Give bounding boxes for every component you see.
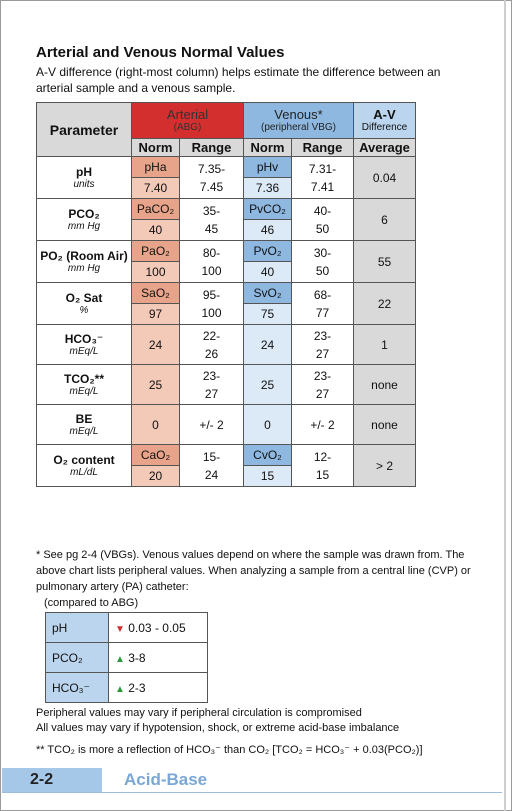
- page-side-rule: [504, 0, 506, 811]
- venous-range: 40- 50: [292, 199, 354, 241]
- venous-label: pHv: [244, 157, 292, 178]
- up-arrow-icon: ▲: [115, 683, 125, 695]
- arterial-label: CaO₂: [132, 445, 180, 466]
- arterial-title: Arterial: [166, 106, 209, 122]
- note-peripheral: Peripheral values may vary if peripheral circulation is compromised: [36, 707, 362, 719]
- arterial-norm-header: Norm: [132, 139, 180, 157]
- legend-key: HCO₃⁻: [46, 673, 109, 703]
- legend-key: pH: [46, 613, 109, 643]
- venous-footnote: [36, 547, 476, 611]
- arterial-norm: 100: [132, 262, 180, 283]
- arterial-range: 80- 100: [180, 241, 244, 283]
- section-title: Acid-Base: [124, 770, 208, 789]
- arterial-range: 15- 24: [180, 445, 244, 487]
- arterial-norm: 20: [132, 466, 180, 487]
- arterial-label: PaCO₂: [132, 199, 180, 220]
- arterial-header: [132, 103, 244, 139]
- intro-text: A-V difference (right-most column) helps estimate the difference between an arterial sample and a venous sample.: [36, 65, 441, 95]
- arterial-norm: 40: [132, 220, 180, 241]
- param-name: TCO₂**: [63, 372, 104, 386]
- arterial-norm: 97: [132, 304, 180, 325]
- av-difference: 0.04: [354, 157, 416, 199]
- param-unit: mL/dL: [70, 467, 98, 478]
- venous-header: [244, 103, 354, 139]
- param-name: O₂ Sat: [65, 291, 103, 305]
- venous-range: 23- 27: [292, 365, 354, 405]
- arterial-range-header: Range: [180, 139, 244, 157]
- venous-subtitle: (peripheral VBG): [260, 121, 337, 133]
- venous-label: CvO₂: [244, 445, 292, 466]
- param-unit: mm Hg: [67, 263, 101, 274]
- venous-norm: 15: [244, 466, 292, 487]
- param-unit: units: [73, 179, 95, 190]
- average-header: Average: [354, 139, 416, 157]
- up-arrow-icon: ▲: [115, 653, 125, 665]
- arterial-label: pHa: [132, 157, 180, 178]
- param-unit: mm Hg: [67, 221, 101, 232]
- venous-range: 30- 50: [292, 241, 354, 283]
- venous-range: 7.31- 7.41: [292, 157, 354, 199]
- normal-values-table: [36, 102, 416, 487]
- table-row: [37, 445, 416, 466]
- table-row: [37, 241, 416, 262]
- footnote-text: * See pg 2-4 (VBGs). Venous values depend on where the sample was drawn from. The above chart lists peripheral values. When analyzing a sample from a central line (CVP) or pulmonary artery (PA) catheter:: [36, 549, 471, 593]
- param-name: BE: [75, 412, 93, 426]
- table-row: [37, 365, 416, 405]
- arterial-norm: 0: [132, 405, 180, 445]
- param-name: O₂ content: [53, 453, 115, 467]
- arterial-range: 7.35- 7.45: [180, 157, 244, 199]
- param-name: HCO₃⁻: [64, 332, 104, 346]
- param-unit: %: [79, 305, 89, 316]
- note-tco2: ** TCO₂ is more a reflection of HCO₃⁻ than CO₂ [TCO₂ = HCO₃⁻ + 0.03(PCO₂)]: [36, 744, 423, 756]
- venous-label: SvO₂: [244, 283, 292, 304]
- param-unit: mEq/L: [69, 426, 99, 437]
- table-row: [37, 157, 416, 178]
- av-difference: 22: [354, 283, 416, 325]
- central-line-legend: [45, 612, 208, 703]
- param-name: PCO₂: [68, 207, 100, 221]
- venous-norm: 40: [244, 262, 292, 283]
- note-all-values: All values may vary if hypotension, shock, or extreme acid-base imbalance: [36, 722, 400, 734]
- venous-label: PvCO₂: [244, 199, 292, 220]
- down-arrow-icon: ▼: [115, 623, 125, 635]
- venous-norm-header: Norm: [244, 139, 292, 157]
- venous-range: 23- 27: [292, 325, 354, 365]
- venous-norm: 46: [244, 220, 292, 241]
- venous-norm: 25: [244, 365, 292, 405]
- legend-row: [46, 613, 208, 643]
- table-row: [37, 405, 416, 445]
- param-unit: mEq/L: [69, 346, 99, 357]
- arterial-norm: 24: [132, 325, 180, 365]
- page-number: 2-2: [30, 771, 54, 788]
- table-row: [37, 199, 416, 220]
- arterial-subtitle: (ABG): [173, 121, 202, 133]
- venous-range: 12- 15: [292, 445, 354, 487]
- venous-range-header: Range: [292, 139, 354, 157]
- arterial-range: 23- 27: [180, 365, 244, 405]
- venous-norm: 7.36: [244, 178, 292, 199]
- legend-row: [46, 643, 208, 673]
- compared-note: (compared to ABG): [44, 597, 139, 609]
- av-header: [354, 103, 416, 139]
- param-name: pH: [76, 165, 92, 179]
- venous-label: PvO₂: [244, 241, 292, 262]
- footer-rule: [2, 792, 502, 793]
- av-difference: 55: [354, 241, 416, 283]
- legend-value: 3-8: [128, 650, 146, 665]
- legend-value: 0.03 - 0.05: [128, 620, 186, 635]
- av-difference: 6: [354, 199, 416, 241]
- table-row: [37, 325, 416, 365]
- arterial-range: 22- 26: [180, 325, 244, 365]
- venous-norm: 75: [244, 304, 292, 325]
- arterial-range: 35- 45: [180, 199, 244, 241]
- parameter-header: Parameter: [37, 103, 132, 157]
- arterial-label: SaO₂: [132, 283, 180, 304]
- legend-key: PCO₂: [46, 643, 109, 673]
- venous-range: +/- 2: [292, 405, 354, 445]
- legend-value: 2-3: [128, 680, 146, 695]
- venous-norm: 0: [244, 405, 292, 445]
- page-title: Arterial and Venous Normal Values: [36, 44, 285, 61]
- arterial-norm: 25: [132, 365, 180, 405]
- arterial-range: +/- 2: [180, 405, 244, 445]
- av-difference: none: [354, 365, 416, 405]
- param-unit: mEq/L: [69, 386, 99, 397]
- arterial-range: 95- 100: [180, 283, 244, 325]
- av-title: A-V: [373, 106, 396, 122]
- arterial-label: PaO₂: [132, 241, 180, 262]
- legend-row: [46, 673, 208, 703]
- venous-norm: 24: [244, 325, 292, 365]
- av-difference: 1: [354, 325, 416, 365]
- table-row: [37, 283, 416, 304]
- av-subtitle: Difference: [361, 121, 408, 133]
- arterial-norm: 7.40: [132, 178, 180, 199]
- venous-title: Venous*: [274, 106, 323, 122]
- venous-range: 68- 77: [292, 283, 354, 325]
- av-difference: none: [354, 405, 416, 445]
- param-name: PO₂ (Room Air): [40, 249, 128, 263]
- variation-notes: [36, 706, 476, 736]
- av-difference: > 2: [354, 445, 416, 487]
